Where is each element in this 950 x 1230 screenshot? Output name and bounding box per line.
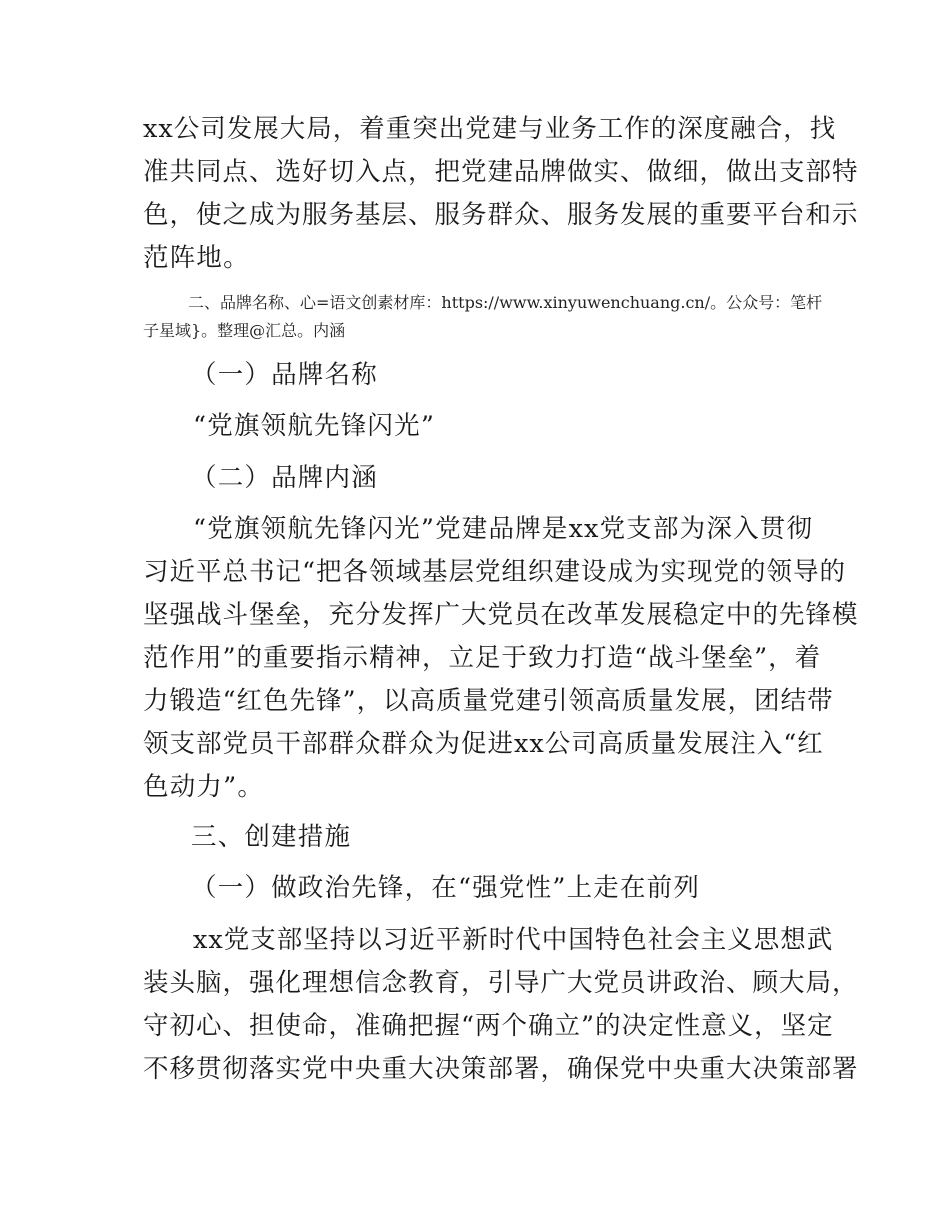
section-heading: 三、创建措施: [191, 822, 352, 852]
paragraph-line: 守初心、担使命，准确把握“两个确立”的决定性意义，坚定: [143, 1011, 834, 1041]
note-line: 二、品牌名称、心=语文创素材库：https://www.xinyuwenchuang.cn/。公众号：笔杆: [188, 293, 823, 312]
paragraph-line: 色动力”。: [143, 772, 265, 802]
paragraph-line: “党旗领航先锋闪光”党建品牌是xx党支部为深入贯彻: [193, 514, 813, 544]
section-heading: （一）品牌名称: [191, 360, 378, 390]
brand-name-value-block: [143, 405, 813, 448]
paragraph-intro: [143, 108, 859, 280]
subsection-heading: （一）做政治先锋，在“强党性”上走在前列: [191, 873, 701, 903]
paragraph-line: xx党支部坚持以习近平新时代中国特色社会主义思想武: [193, 925, 834, 955]
paragraph-line: 准共同点、选好切入点，把党建品牌做实、做细，做出支部特: [143, 157, 859, 187]
paragraph-line: 范作用”的重要指示精神，立足于致力打造“战斗堡垒”，着: [143, 643, 822, 673]
section-heading: （二）品牌内涵: [191, 463, 378, 493]
paragraph-line: 不移贯彻落实党中央重大决策部署，确保党中央重大决策部署: [143, 1054, 859, 1084]
section-brand-name: [143, 354, 813, 397]
paragraph-line: 坚强战斗堡垒，充分发挥广大党员在改革发展稳定中的先锋模: [143, 600, 859, 630]
measures-paragraph: [143, 919, 859, 1091]
paragraph-line: 装头脑，强化理想信念教育，引导广大党员讲政治、顾大局，: [143, 968, 859, 998]
note-line: 子星域}。整理@汇总。内涵: [143, 321, 346, 340]
section-brand-meaning: [143, 457, 813, 500]
brand-meaning-paragraph: [143, 508, 859, 809]
paragraph-line: 色，使之成为服务基层、服务群众、服务发展的重要平台和示: [143, 200, 859, 230]
section-measures: [143, 816, 813, 859]
paragraph-line: 习近平总书记“把各领域基层党组织建设成为实现党的领导的: [143, 557, 847, 587]
brand-name-value: “党旗领航先锋闪光”: [193, 411, 436, 441]
paragraph-line: xx公司发展大局，着重突出党建与业务工作的深度融合，找: [143, 114, 837, 144]
section-measures-sub: [143, 867, 813, 910]
paragraph-line: 范阵地。: [143, 243, 250, 273]
source-note: [143, 289, 823, 345]
paragraph-line: 力锻造“红色先锋”，以高质量党建引领高质量发展，团结带: [143, 686, 834, 716]
paragraph-line: 领支部党员干部群众群众为促进xx公司高质量发展注入“红: [143, 729, 824, 759]
